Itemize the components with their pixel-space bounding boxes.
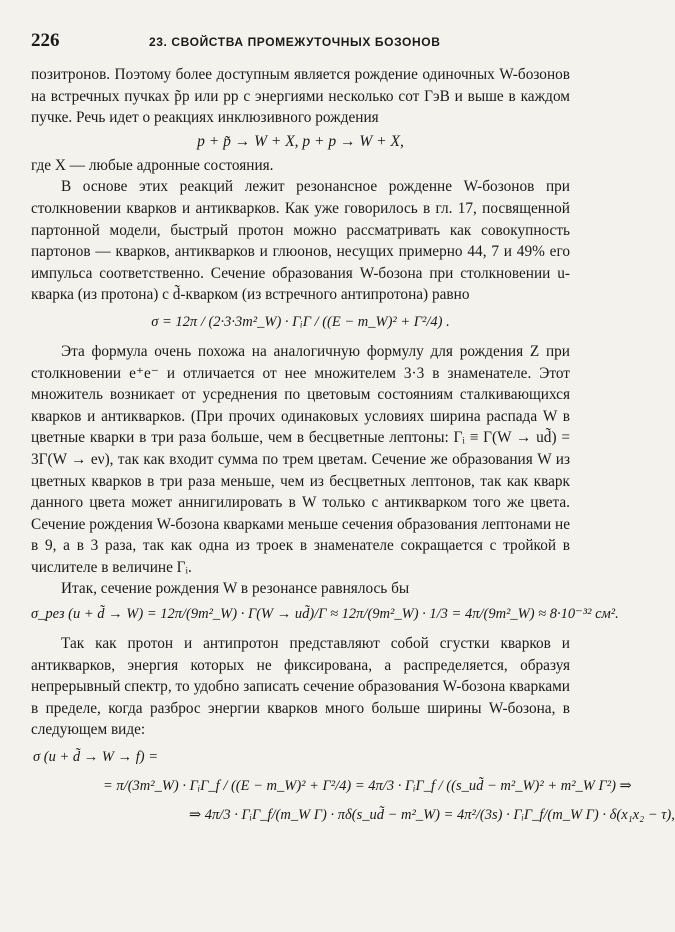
paragraph-3: В основе этих реакций лежит резонансное рожденне W-бозонов при столкновении кварков и антикварков. Как уже говорилось в гл. 17, посвященной партонной модели, быстрый протон можно рассматривать как совокупность партонов — кварков, антикварков и глюонов, несущих примерно 44, 7 и 49% его импульса соответственно. Сечение образования W-бозона при столкновении u-кварка (из протона) с d̃-кварком (из встречного антипротона) равно [31,178,570,304]
formula-sigma-line-1: σ (u + d̃ → W → f) = [33,749,158,766]
formula-sigma-resonance: σ_рез (u + d̃ → W) = 12π/(9m²_W) · Γ(W → ud̃)/Γ ≈ 12π/(9m²_W) · 1/3 = 4π/(9m²_W) ≈ 8·10⁻³² см². [31,606,619,623]
formula-sigma-line-2: = π/(3m²_W) · ΓᵢΓ_f / ((E − m_W)² + Γ²/4) = 4π/3 · ΓᵢΓ_f / ((s_ud̃ − m²_W)² + m²_W Γ²) ⇒ [103,778,632,795]
formula-sigma: σ = 12π / (2·3·3m²_W) · ΓᵢΓ / ((E − m_W)² + Γ²/4) . [151,313,450,330]
page-header [31,30,570,64]
formula-sigma-line-3: ⇒ 4π/3 · ΓᵢΓ_f/(m_W Γ) · πδ(s_ud̃ − m²_W) = 4π²/(3s) · ΓᵢΓ_f/(m_W Γ) · δ(x₁x₂ − τ), [189,807,675,824]
formula-reactions: p + p̃ → W + X, p + p → W + X, [197,132,404,150]
paragraph-4: Эта формула очень похожа на аналогичную формулу для рождения Z при столкновении e⁺e⁻ и отличается от нее множителем 3·3 в знаменателе. Этот множитель возникает от усреднения по цветовым состояниям сталкивающихся кварков и антикварков. (При прочих одинаковых условиях ширина распада W в цветные кварки в три раза больше, чем в бесцветные лептоны: Γᵢ ≡ Γ(W → ud̃) = 3Γ(W → eν), так как входит сумма по трем цветам. Сечение же образования W из цветных кварков в три раза меньше, чем из бесцветных лептонов, так как кварк данного цвета может аннигилировать в W только с антикварком того же цвета. Сечение рождения W-бозона кварками меньше сечения образования лептонами не в 9, а в 3 раза, так как одна из троек в знаменателе сокращается с тройкой в числителе в величине Γᵢ. [31,342,570,576]
paragraph-1: позитронов. Поэтому более доступным является рождение одиночных W-бозонов на встречных пучках p̃p или pp с энергиями несколько сот ГэВ и выше в каждом пучке. Речь идет о реакциях инклюзивного рождения [31,66,570,127]
chapter-title: 23. СВОЙСТВА ПРОМЕЖУТОЧНЫХ БОЗОНОВ [149,35,441,49]
page-number: 226 [31,30,60,51]
paragraph-6: Так как протон и антипротон представляют собой сгустки кварков и антикварков, энергия которых не фиксирована, а распределяется, образуя непрерывный спектр, то удобно записать сечение образования W-бозона кварками в пределе, когда разброс энергии кварков много больше ширины W-бозона, в следующем виде: [31,635,570,739]
paragraph-5: Итак, сечение рождения W в резонансе равнялось бы [61,580,410,598]
paragraph-2: где X — любые адронные состояния. [31,156,274,174]
